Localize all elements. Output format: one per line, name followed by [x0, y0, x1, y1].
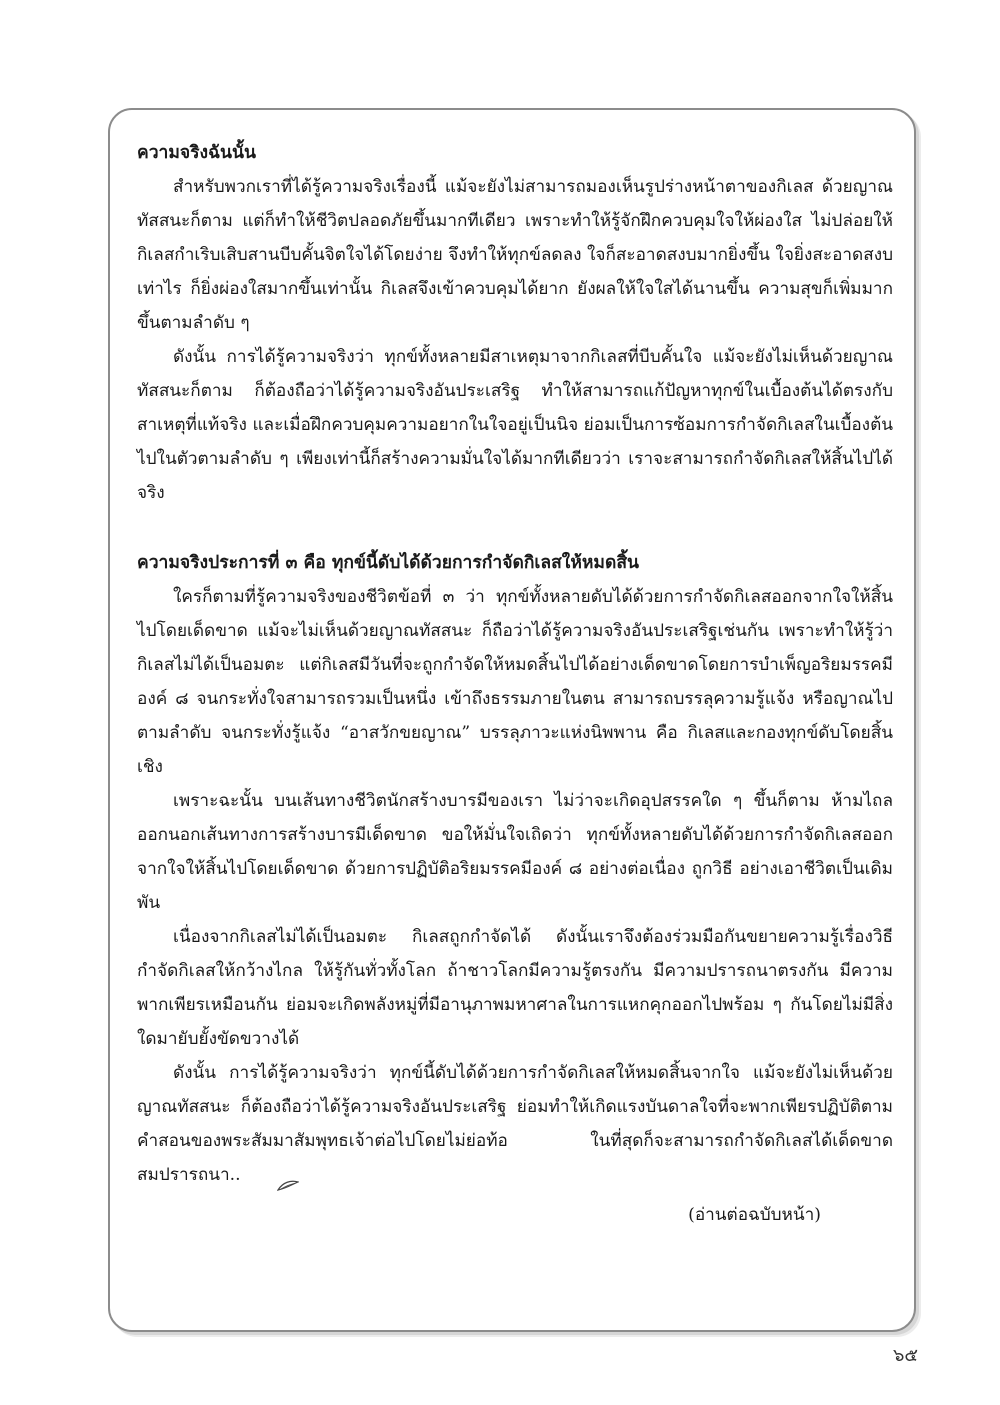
- article-body: [137, 136, 893, 1232]
- continue-note: (อ่านต่อฉบับหน้า): [688, 1205, 821, 1225]
- paragraph-2-1: ใครก็ตามที่รู้ความจริงของชีวิตข้อที่ ๓ ว่า ทุกข์ทั้งหลายดับได้ด้วยการกำจัดกิเลสออกจากใจให้สิ้นไปโดยเด็ดขาด แม้จะไม่เห็นด้วยญาณทัสสนะ ก็ถือว่าได้รู้ความจริงอันประเสริฐเช่นกัน เพราะทำให้รู้ว่ากิเลสไม่ได้เป็นอมตะ แต่กิเลสมีวันที่จะถูกกำจัดให้หมดสิ้นไปได้อย่างเด็ดขาดโดยการบำเพ็ญอริยมรรคมีองค์ ๘ จนกระทั่งใจสามารถรวมเป็นหนึ่ง เข้าถึงธรรมภายในตน สามารถบรรลุความรู้แจ้ง หรือญาณไปตามลำดับ จนกระทั่งรู้แจ้ง “อาสวักขยญาณ” บรรลุภาวะแห่งนิพพาน คือ กิเลสและกองทุกข์ดับโดยสิ้นเชิง: [137, 587, 893, 777]
- paragraph-2-4-text: ดังนั้น การได้รู้ความจริงว่า ทุกข์นี้ดับได้ด้วยการกำจัดกิเลสให้หมดสิ้นจากใจ แม้จะยังไม่เห็นด้วยญาณทัสสนะ ก็ต้องถือว่าได้รู้ความจริงอันประเสริฐ ย่อมทำให้เกิดแรงบันดาลใจที่จะพากเพียรปฏิบัติตามคำสอนของพระสัมมาสัมพุทธเจ้าต่อไปโดยไม่ย่อท้อ ในที่สุดก็จะสามารถกำจัดกิเลสได้เด็ดขาดสมปรารถนา..: [137, 1063, 893, 1185]
- section-heading-1: ความจริงฉันนั้น: [137, 143, 256, 163]
- leaf-flourish-icon: [241, 1170, 263, 1182]
- paragraph-2-3: เนื่องจากกิเลสไม่ได้เป็นอมตะ กิเลสถูกกำจัดได้ ดังนั้นเราจึงต้องร่วมมือกันขยายความรู้เรื่องวิธีกำจัดกิเลสให้กว้างไกล ให้รู้กันทั่วทั้งโลก ถ้าชาวโลกมีความรู้ตรงกัน มีความปรารถนาตรงกัน มีความพากเพียรเหมือนกัน ย่อมจะเกิดพลังหมู่ที่มีอานุภาพมหาศาลในการแหกคุกออกไปพร้อม ๆ กันโดยไม่มีสิ่งใดมายับยั้งขัดขวางได้: [137, 927, 893, 1049]
- page-number: ๖๕: [892, 1345, 918, 1366]
- paragraph-2-2: เพราะฉะนั้น บนเส้นทางชีวิตนักสร้างบารมีของเรา ไม่ว่าจะเกิดอุปสรรคใด ๆ ขึ้นก็ตาม ห้ามไถลออกนอกเส้นทางการสร้างบารมีเด็ดขาด ขอให้มั่นใจเถิดว่า ทุกข์ทั้งหลายดับได้ด้วยการกำจัดกิเลสออกจากใจให้สิ้นไปโดยเด็ดขาด ด้วยการปฏิบัติอริยมรรคมีองค์ ๘ อย่างต่อเนื่อง ถูกวิธี อย่างเอาชีวิตเป็นเดิมพัน: [137, 791, 893, 913]
- paragraph-1-2: ดังนั้น การได้รู้ความจริงว่า ทุกข์ทั้งหลายมีสาเหตุมาจากกิเลสที่บีบคั้นใจ แม้จะยังไม่เห็นด้วยญาณทัสสนะก็ตาม ก็ต้องถือว่าได้รู้ความจริงอันประเสริฐ ทำให้สามารถแก้ปัญหาทุกข์ในเบื้องต้นได้ตรงกับสาเหตุที่แท้จริง และเมื่อฝึกควบคุมความอยากในใจอยู่เป็นนิจ ย่อมเป็นการซ้อมการกำจัดกิเลสในเบื้องต้นไปในตัวตามลำดับ ๆ เพียงเท่านี้ก็สร้างความมั่นใจได้มากทีเดียวว่า เราจะสามารถกำจัดกิเลสให้สิ้นไปได้จริง: [137, 347, 893, 503]
- section-heading-2: ความจริงประการที่ ๓ คือ ทุกข์นี้ดับได้ด้วยการกำจัดกิเลสให้หมดสิ้น: [137, 553, 639, 573]
- section-spacer: [137, 510, 893, 546]
- paragraph-2-4: [137, 1056, 893, 1192]
- paragraph-1-1: สำหรับพวกเราที่ได้รู้ความจริงเรื่องนี้ แม้จะยังไม่สามารถมองเห็นรูปร่างหน้าตาของกิเลส ด้วยญาณทัสสนะก็ตาม แต่ก็ทำให้ชีวิตปลอดภัยขึ้นมากทีเดียว เพราะทำให้รู้จักฝึกควบคุมใจให้ผ่องใส ไม่ปล่อยให้กิเลสกำเริบเสิบสานบีบคั้นจิตใจได้โดยง่าย จึงทำให้ทุกข์ลดลง ใจก็สะอาดสงบมากยิ่งขึ้น ใจยิ่งสะอาดสงบเท่าไร ก็ยิ่งผ่องใสมากขึ้นเท่านั้น กิเลสจึงเข้าควบคุมได้ยาก ยังผลให้ใจใสได้นานขึ้น ความสุขก็เพิ่มมากขึ้นตามลำดับ ๆ: [137, 177, 893, 333]
